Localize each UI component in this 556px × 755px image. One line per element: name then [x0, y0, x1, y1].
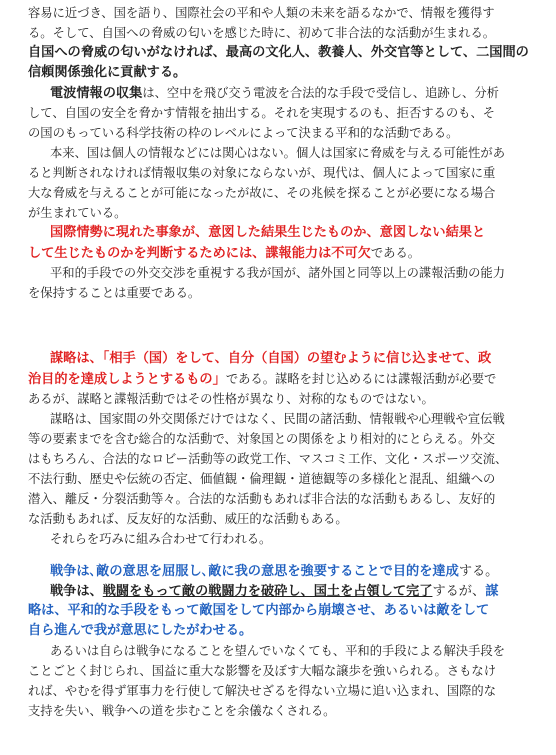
text-line: あるいは自らは戦争になることを望んでいなくても、平和的手段による解決手段を: [50, 644, 505, 658]
paragraph-forced-concession: [28, 641, 530, 721]
highlight-span: 戦争は､敵の意思を屈服し､敵に我の意思を強要することで目的を達成: [50, 564, 459, 579]
paragraph-signals-intelligence: [28, 83, 530, 143]
text-span: である。謀略を封じ込めるには諜報活動が必要で: [225, 372, 497, 386]
text-line: 大な脅威を与えることが可能になったが故に、その兆候を探ることが必要になる場合: [28, 186, 496, 200]
paragraph-war-vs-stratagem: [28, 581, 530, 641]
paragraph-war-purpose: [28, 561, 530, 581]
text-line: 信頼関係強化に貢献する。: [28, 65, 187, 80]
text-line: 本来、国は個人の情報などには関心はない。個人は国家に脅威を与える可能性があ: [50, 146, 505, 160]
highlight-span: して生じたものかを判断するためには、諜報能力は不可欠: [28, 246, 371, 261]
text-line: を保持することは重要である。: [28, 286, 201, 300]
text-line: 不法行動、歴史や伝統の否定、価値観・倫理観・道徳観等の多様化と混乱、組織への: [28, 472, 496, 486]
text-line: 容易に近づき、国を語り、国際社会の平和や人類の未来を語るなかで、情報を獲得す: [28, 6, 495, 20]
text-line: な活動もあれば、反友好的な活動、威圧的な活動もある。: [28, 512, 348, 526]
text-line: [28, 243, 530, 263]
text-line: 支持を失い、戦争への道を歩むことを余儀なくされる。: [28, 704, 336, 718]
highlight-line: 謀略は、「相手（国）をして、自分（自国）の望むように信じ込ませて、政: [50, 351, 492, 366]
text-line: 平和的手段での外交交渉を重視する我が国が、諸外国と同等以上の諜報活動の能力: [50, 266, 505, 280]
text-span: である。: [370, 246, 421, 260]
text-line: 謀略は、国家間の外交関係だけではなく、民間の諸活動、情報戦や心理戦や宣伝戦: [50, 412, 505, 426]
text-line: [28, 561, 530, 581]
text-line: はもちろん、合法的なロビー活動等の政党工作、マスコミ工作、文化・スポーツ交流、: [28, 452, 508, 466]
text-line: [28, 83, 530, 103]
highlight-line: 略は、平和的な手段をもって敵国をして内部から崩壊させ、あるいは敵をして: [28, 603, 490, 618]
text-span: するが、: [432, 584, 486, 599]
underlined-span: 戦闘をもって敵の戦闘力を破砕し、国土を占領して完了: [102, 584, 433, 599]
paragraph-individual-information: [28, 143, 530, 223]
text-line: ると判断されなければ情報収集の対象にならないが、現代は、個人によって国家に重: [28, 166, 496, 180]
term-signals-collection: 電波情報の収集: [50, 86, 143, 101]
paragraph-intelligence-necessity: [28, 223, 530, 263]
text-line: 自国への脅威の匂いがなければ、最高の文化人、教養人、外交官等として、二国間の: [28, 45, 529, 60]
text-line: [28, 581, 530, 601]
paragraph-combination: [28, 529, 530, 549]
highlight-span: 謀: [485, 584, 499, 599]
text-line: の国のもっている科学技術の枠のレベルによって決まる平和的な活動である。: [28, 126, 459, 140]
text-line: ことごとく封じられ、国益に重大な影響を及ぼす大幅な譲歩を強いられる。さもなけ: [28, 664, 497, 678]
text-line: 潜入、離反・分裂活動等々。合法的な活動もあれば非合法的な活動もあるし、友好的: [28, 492, 496, 506]
text-line: あるが、謀略と諜報活動ではその性格が異なり、対称的なものではない。: [28, 392, 434, 406]
text-span: する。: [458, 564, 499, 579]
highlight-line: 国際情勢に現れた事象が、意図した結果生じたものか、意図しない結果と: [50, 225, 486, 240]
text-line: それらを巧みに組み合わせて行われる。: [50, 532, 272, 546]
text-span: 戦争は、: [50, 584, 103, 599]
highlight-span: 治目的を達成しようとするもの」: [28, 372, 226, 387]
paragraph-peaceful-diplomacy: [28, 263, 530, 303]
text-line: して、自国の安全を脅かす情報を抽出する。それを実現するのも、拒否するのも、そ: [28, 106, 496, 120]
text-line: が生まれている。: [28, 206, 127, 220]
paragraph-cultural-contribution: [28, 43, 530, 83]
text-line: [28, 369, 530, 389]
highlight-line: 自ら進んで我が意思にしたがわせる。: [28, 623, 253, 638]
text-line: れば、やむを得ず軍事力を行使して解決せざるを得ない立場に追い込まれ、国際的な: [28, 684, 497, 698]
text-span: は、空中を飛び交う電波を合法的な手段で受信し、追跡し、分析: [142, 86, 499, 100]
paragraph-stratagem-definition: [28, 349, 530, 409]
paragraph-stratagem-scope: [28, 409, 530, 529]
text-line: 等の要素までを含む総合的な活動で、対象国との関係をより相対的にとらえる。外交: [28, 432, 496, 446]
paragraph-intelligence-approach: [28, 3, 530, 43]
text-line: る。そして、自国への脅威の匂いを感じた時に、初めて非合法的な活動が生まれる。: [28, 26, 496, 40]
